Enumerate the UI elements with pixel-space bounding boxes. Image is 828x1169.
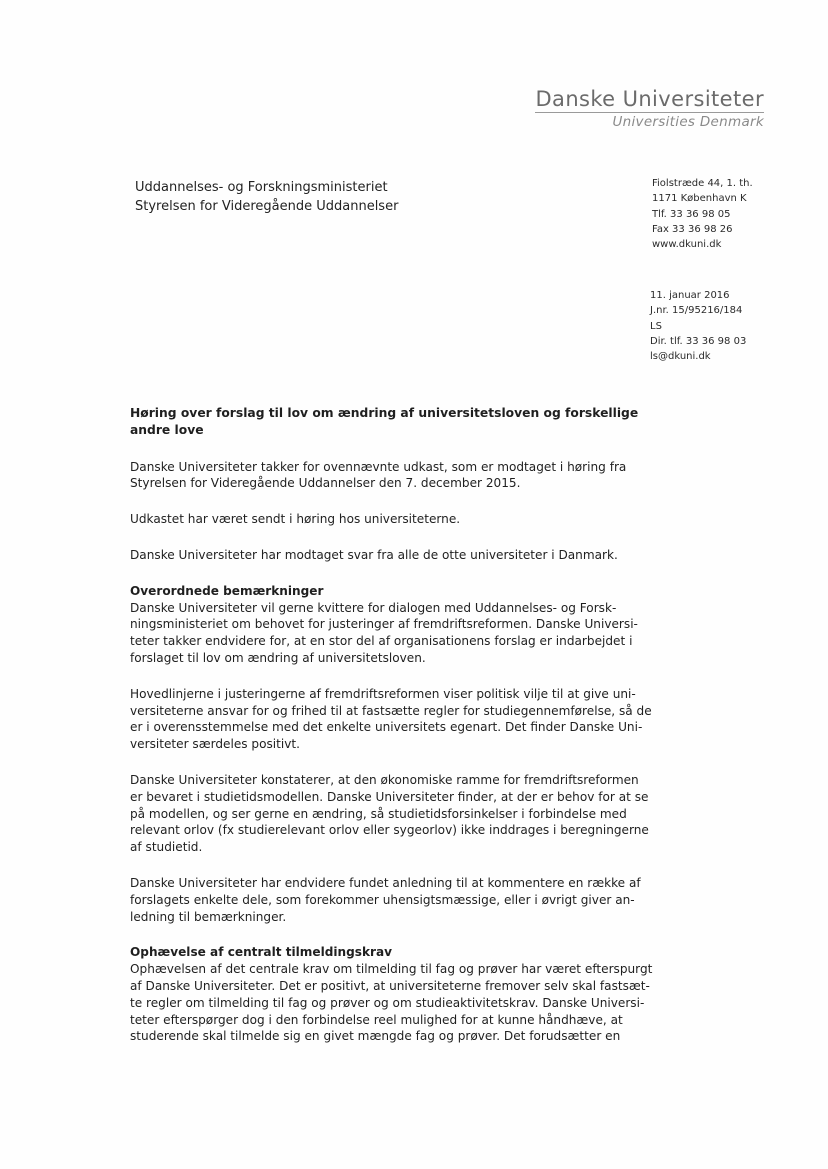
sender-block	[652, 176, 753, 252]
paragraph-7	[130, 875, 642, 925]
letter-date: 11. januar 2016	[650, 290, 730, 301]
text-line: er i overensstemmelse med det enkelte universitets egenart. Det finder Danske Uni-	[130, 720, 643, 735]
text-line: ningsministeriet om behovet for justeringer af fremdriftsreformen. Danske Universi-	[130, 617, 638, 632]
text-line: Styrelsen for Videregående Uddannelser den 7. december 2015.	[130, 476, 521, 491]
section-heading: Ophævelse af centralt tilmeldingskrav	[130, 945, 393, 960]
text-line: af studietid.	[130, 840, 203, 855]
text-line: ledning til bemærkninger.	[130, 909, 287, 924]
letter-subject: Høring over forslag til lov om ændring af universitetsloven og forskellige andre love	[130, 406, 639, 437]
text-line: teter takker endvidere for, at en stor del af organisationens forslag er indarbejdet i	[130, 634, 633, 649]
contact-email: ls@dkuni.dk	[650, 351, 711, 363]
text-line: Danske Universiteter har endvidere fundet anledning til at kommentere en række af	[130, 875, 641, 890]
text-line: Hovedlinjerne i justeringerne af fremdriftsreformen viser politisk vilje til at give uni-	[130, 686, 636, 701]
logo-tagline: Universities Denmark	[612, 114, 764, 130]
paragraph-1	[130, 459, 642, 493]
logo-name: Danske Universiteter	[535, 87, 764, 111]
text-line: forslaget til lov om ændring af universitetsloven.	[130, 650, 426, 665]
reference-block	[650, 288, 746, 364]
text-line: Udkastet har været sendt i høring hos universiteterne.	[130, 512, 461, 527]
sender-fax: Fax 33 36 98 26	[652, 223, 733, 235]
text-line: relevant orlov (fx studierelevant orlov eller sygeorlov) ikke inddrages i beregningerne	[130, 823, 649, 838]
sender-city: 1171 København K	[652, 193, 747, 205]
text-line: teter efterspørger dog i den forbindelse reel mulighed for at kunne håndhæve, at	[130, 1012, 623, 1027]
sender-address: Fiolstræde 44, 1. th.	[652, 178, 753, 189]
text-line: te regler om tilmelding til fag og prøver og om studieaktivitetskrav. Danske Universi-	[130, 995, 645, 1010]
paragraph-2	[130, 511, 642, 528]
sender-web: www.dkuni.dk	[652, 239, 722, 251]
text-line: af Danske Universiteter. Det er positivt, at universiteterne fremover selv skal fastsæt-	[130, 978, 650, 993]
paragraph-3	[130, 547, 642, 564]
text-line: Danske Universiteter konstaterer, at den økonomiske ramme for fremdriftsreformen	[130, 772, 639, 787]
text-line: er bevaret i studietidsmodellen. Danske Universiteter finder, at der er behov for at se	[130, 789, 649, 804]
direct-phone: Dir. tlf. 33 36 98 03	[650, 335, 747, 347]
text-line: Danske Universiteter takker for ovennævnte udkast, som er modtaget i høring fra	[130, 459, 627, 474]
sender-phone: Tlf. 33 36 98 05	[652, 208, 731, 220]
recipient-line: Styrelsen for Videregående Uddannelser	[135, 199, 399, 214]
text-line: studerende skal tilmelde sig en givet mængde fag og prøver. Det forudsætter en	[130, 1029, 621, 1044]
paragraph-5	[130, 686, 652, 753]
journal-number: J.nr. 15/95216/184	[650, 305, 743, 317]
text-line: versiteter særdeles positivt.	[130, 737, 300, 752]
text-line: på modellen, og ser gerne en ændring, så studietidsforsinkelser i forbindelse med	[130, 806, 627, 821]
paragraph-6	[130, 772, 649, 856]
recipient-line: Uddannelses- og Forskningsministeriet	[135, 180, 388, 195]
paragraph-8	[130, 961, 653, 1045]
paragraph-4	[130, 600, 642, 667]
text-line: forslagets enkelte dele, som forekommer uhensigtsmæssige, eller i øvrigt giver an-	[130, 892, 635, 907]
section-heading: Overordnede bemærkninger	[130, 583, 324, 598]
initials: LS	[650, 320, 662, 332]
text-line: Ophævelsen af det centrale krav om tilmelding til fag og prøver har været efterspurgt	[130, 962, 653, 977]
letter-body	[130, 405, 653, 1064]
text-line: Danske Universiteter vil gerne kvittere for dialogen med Uddannelses- og Forsk-	[130, 600, 617, 615]
text-line: versiteterne ansvar for og frihed til at fastsætte regler for studiegennemførelse, så de	[130, 703, 652, 718]
recipient-block	[135, 178, 398, 216]
organization-logo	[535, 88, 764, 130]
text-line: Danske Universiteter har modtaget svar fra alle de otte universiteter i Danmark.	[130, 547, 618, 562]
